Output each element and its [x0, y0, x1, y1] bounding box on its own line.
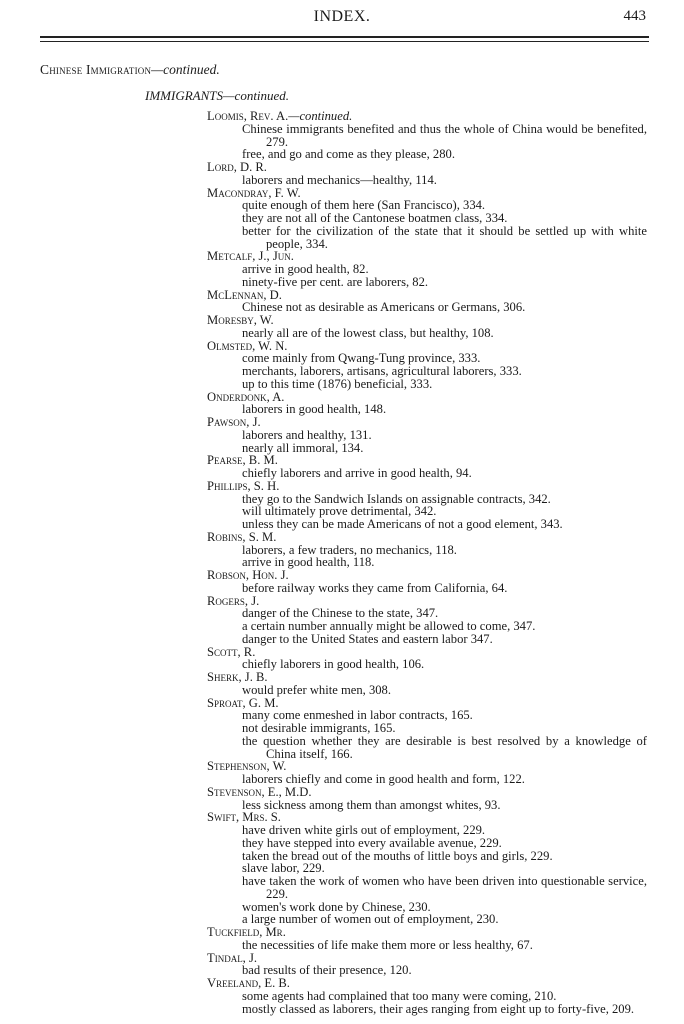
entry-subheading: laborers chiefly and come in good health and form, 122.: [242, 772, 525, 786]
entry-subheading: not desirable immigrants, 165.: [242, 721, 396, 735]
entry-name: [207, 671, 647, 684]
entry-subheading: laborers in good health, 148.: [242, 402, 387, 417]
entry-subheading: better for the civilization of the state that it should be settled up with white people, 334.: [242, 223, 647, 251]
index-entry: [207, 952, 647, 978]
index-entry: [207, 811, 647, 926]
entry-name-text: Loomis, Rev. A.: [207, 109, 289, 123]
entry-name-text: Robins, S. M.: [207, 529, 277, 544]
index-entry: [207, 697, 647, 761]
entry-name: [207, 926, 647, 939]
entry-subheading: some agents had complained that too many were coming, 210.: [242, 988, 557, 1003]
entry-name-text: Stevenson, E., M.D.: [207, 784, 312, 799]
index-entry: [207, 250, 647, 288]
entry-subheading: slave labor, 229.: [242, 861, 325, 876]
entry-subheading: have taken the work of women who have been driven into questionable service, 229.: [242, 874, 647, 901]
entry-name: [207, 569, 647, 582]
index-entry: [207, 569, 647, 595]
entry-name-text: Sproat, G. M.: [207, 695, 279, 710]
section-continued: —continued.: [151, 62, 220, 77]
entry-name-text: Sherk, J. B.: [207, 670, 268, 684]
entry-name-text: Vreeland, E. B.: [207, 976, 290, 990]
entry-subheading: danger of the Chinese to the state, 347.: [242, 606, 439, 621]
index-entry: [207, 289, 647, 315]
entry-name: [207, 416, 647, 429]
index-entry: [207, 760, 647, 786]
entry-name: [207, 314, 647, 327]
entry-subheading: ninety-five per cent. are laborers, 82.: [242, 274, 429, 289]
subsection-heading: IMMIGRANTS—continued.: [145, 88, 290, 103]
section-title: Chinese Immigration: [40, 62, 152, 77]
entry-name-text: Macondray, F. W.: [207, 185, 301, 200]
entry-name-text: Robson, Hon. J.: [207, 568, 289, 582]
header-rule-thick: [40, 36, 649, 38]
index-entry: [207, 454, 647, 480]
entry-subheading: quite enough of them here (San Francisco), 334.: [242, 198, 486, 213]
entry-subheading: women's work done by Chinese, 230.: [242, 899, 431, 914]
index-entry: [207, 786, 647, 812]
entry-subheading: a large number of women out of employment, 230.: [242, 912, 499, 927]
entry-name-text: Scott, R.: [207, 644, 256, 659]
entry-name-text: Tuckfield, Mr.: [207, 925, 286, 939]
entry-subheading: would prefer white men, 308.: [242, 682, 391, 697]
index-entry: [207, 416, 647, 454]
entry-name-text: Rogers, J.: [207, 593, 260, 608]
entry-name-text: Lord, D. R.: [207, 160, 267, 174]
entry-subheading: mostly classed as laborers, their ages ranging from eight up to forty-five, 209.: [242, 1001, 635, 1016]
entry-subheading: arrive in good health, 118.: [242, 555, 375, 570]
index-entry: [207, 977, 647, 1015]
entry-subheading: merchants, laborers, artisans, agricultural laborers, 333.: [242, 364, 522, 378]
entry-subheading: laborers and healthy, 131.: [242, 427, 372, 442]
entry-subheading: up to this time (1876) beneficial, 333.: [242, 376, 433, 391]
entry-subheading: many come enmeshed in labor contracts, 165.: [242, 708, 473, 723]
entry-name-text: Olmsted, W. N.: [207, 338, 288, 353]
entry-subheading: taken the bread out of the mouths of little boys and girls, 229.: [242, 848, 553, 863]
entry-subheading: they go to the Sandwich Islands on assignable contracts, 342.: [242, 491, 551, 506]
entry-subheading: will ultimately prove detrimental, 342.: [242, 504, 437, 519]
index-entry: [207, 110, 647, 161]
index-entry: [207, 187, 647, 251]
entry-subheading: they are not all of the Cantonese boatmen class, 334.: [242, 211, 508, 225]
entry-subheading: laborers, a few traders, no mechanics, 118.: [242, 542, 457, 557]
entry-name-text: Pawson, J.: [207, 415, 261, 429]
entry-name: [207, 161, 647, 174]
entry-name: [207, 480, 647, 493]
entry-subheading: the necessities of life make them more or less healthy, 67.: [242, 937, 533, 952]
entry-name-text: Moresby, W.: [207, 313, 274, 327]
entry-name-text: Onderdonk, A.: [207, 389, 285, 404]
entry-subheading: the question whether they are desirable is best resolved by a knowledge of China itself, 166.: [242, 733, 647, 761]
index-entry: [207, 531, 647, 569]
page-header: [0, 8, 684, 28]
index-entry: [207, 671, 647, 697]
index-entries: [207, 110, 647, 1015]
running-title: INDEX.: [313, 8, 371, 25]
entry-subheading: Chinese not as desirable as Americans or Germans, 306.: [242, 300, 526, 315]
entry-continued: —continued.: [288, 109, 353, 123]
entry-name-text: Stephenson, W.: [207, 759, 287, 774]
index-entry: [207, 646, 647, 672]
entry-name-text: Metcalf, J., Jun.: [207, 249, 294, 264]
index-entry: [207, 340, 647, 391]
entry-subheading: nearly all immoral, 134.: [242, 440, 364, 455]
entry-name-text: McLennan, D.: [207, 287, 282, 302]
entry-name: [207, 786, 647, 799]
index-entry: [207, 391, 647, 417]
page-number: 443: [623, 8, 646, 24]
index-entry: [207, 926, 647, 952]
index-entry: [207, 314, 647, 340]
entry-subheading: less sickness among them than amongst whites, 93.: [242, 797, 501, 812]
entry-subheading: laborers and mechanics—healthy, 114.: [242, 172, 437, 187]
index-entry: [207, 480, 647, 531]
entry-subheading: before railway works they came from California, 64.: [242, 580, 508, 595]
entry-subheading: a certain number annually might be allowed to come, 347.: [242, 619, 536, 633]
index-entry: [207, 161, 647, 187]
entry-subheading: danger to the United States and eastern labor 347.: [242, 631, 493, 646]
index-entry: [207, 595, 647, 646]
entry-subheading: come mainly from Qwang-Tung province, 333.: [242, 351, 481, 366]
entry-name-text: Swift, Mrs. S.: [207, 810, 281, 825]
entry-subheading: bad results of their presence, 120.: [242, 963, 412, 978]
entry-name: [207, 110, 647, 123]
entry-subheading: free, and go and come as they please, 280.: [242, 147, 455, 162]
entry-name: [207, 977, 647, 990]
entry-subheading: Chinese immigrants benefited and thus the whole of China would be benefited, 279.: [242, 121, 647, 149]
entry-name-text: Pearse, B. M.: [207, 453, 278, 468]
entry-subheading: chiefly laborers in good health, 106.: [242, 657, 425, 672]
entry-subheading: they have stepped into every available avenue, 229.: [242, 835, 502, 850]
entry-subheading: arrive in good health, 82.: [242, 262, 369, 276]
entry-subheading: chiefly laborers and arrive in good health, 94.: [242, 466, 472, 480]
entry-subheading: have driven white girls out of employment, 229.: [242, 823, 486, 837]
header-rule-thin: [40, 41, 649, 42]
entry-name-text: Phillips, S. H.: [207, 478, 280, 493]
entry-subheading: unless they can be made Americans of not a good element, 343.: [242, 517, 563, 531]
entry-subheading: nearly all are of the lowest class, but healthy, 108.: [242, 325, 494, 340]
entry-name: [207, 531, 647, 544]
entry-name-text: Tindal, J.: [207, 950, 258, 965]
section-heading: [40, 62, 220, 78]
